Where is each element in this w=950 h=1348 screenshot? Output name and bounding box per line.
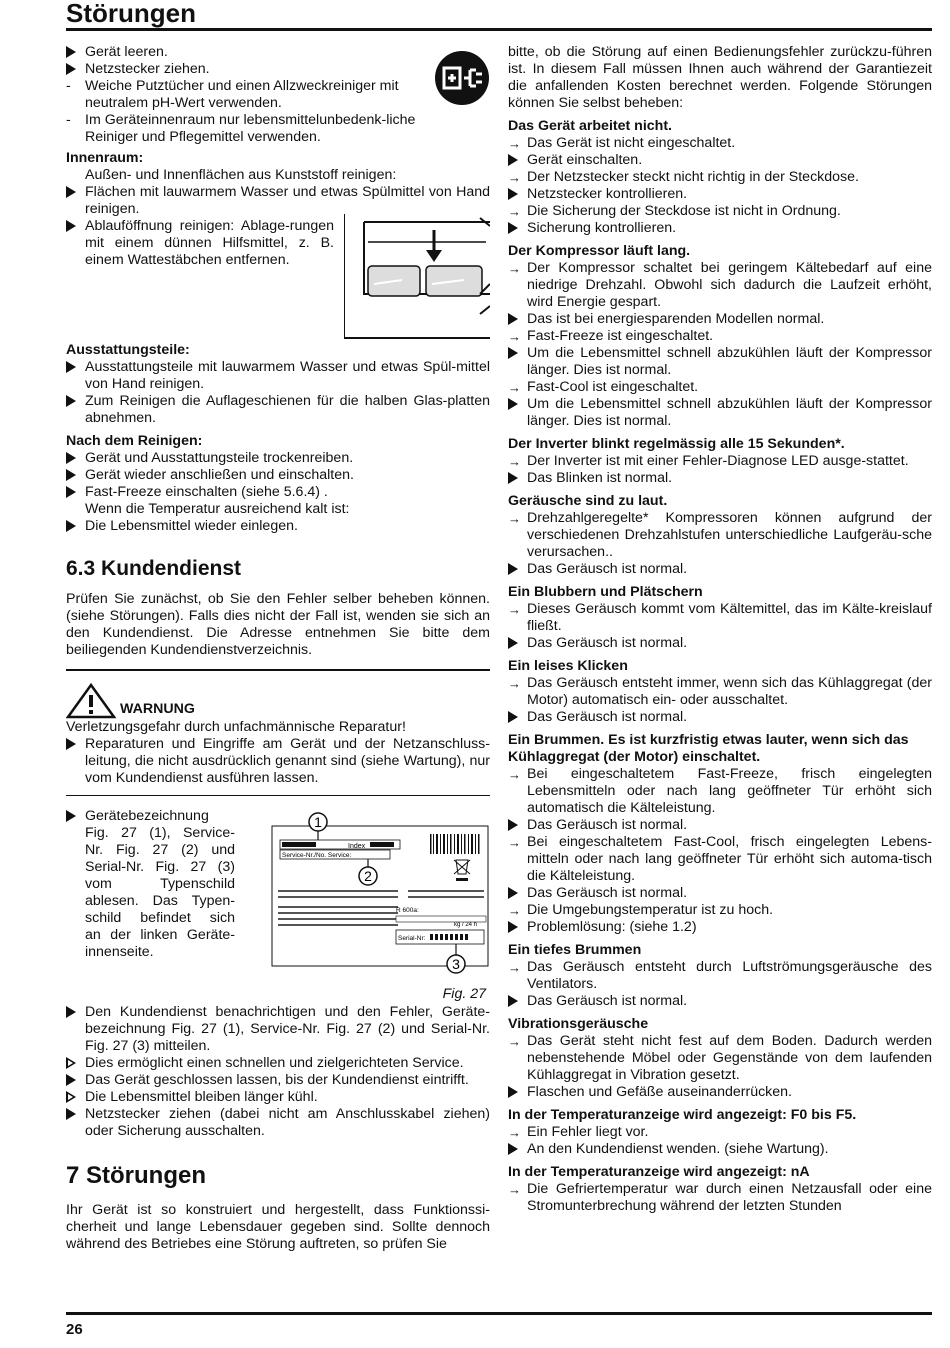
line-text: Flächen mit lauwarmem Wasser und etwas Spülmittel von Hand reinigen. xyxy=(85,184,490,217)
typeplate-step-line: Serial-Nr. Fig. 27 (3) xyxy=(85,859,235,875)
instruction-step xyxy=(508,561,932,578)
line-text: Die Lebensmittel bleiben länger kühl. xyxy=(85,1089,318,1105)
cause-line xyxy=(508,959,932,993)
typeplate-figure xyxy=(270,806,490,982)
step-arrow-icon xyxy=(508,1084,524,1103)
line-text: Das Geräusch ist normal. xyxy=(527,993,688,1009)
warning-text: Verletzungsgefahr durch unfachmännische Reparatur! xyxy=(66,718,406,735)
line-text: Gerät einschalten. xyxy=(527,152,643,168)
instruction-step xyxy=(508,152,932,169)
typeplate-step-line: innenseite. xyxy=(85,944,154,960)
instruction-step xyxy=(508,345,932,379)
plate-kg-label: kg / 24 h xyxy=(454,922,478,928)
line-text: Außen- und Innenflächen aus Kunststoff reinigen: xyxy=(85,167,397,183)
cause-arrow-icon: → xyxy=(508,1182,521,1197)
figure-caption: Fig. 27 xyxy=(442,986,486,1002)
line-text: Das Geräusch ist normal. xyxy=(527,709,688,725)
cause-line xyxy=(508,379,932,396)
cause-line xyxy=(508,675,932,709)
line-text: Sicherung kontrollieren. xyxy=(527,220,677,236)
step-arrow-icon xyxy=(508,396,524,415)
warning-header xyxy=(66,683,490,719)
line-text: Problemlösung: (siehe 1.2) xyxy=(527,919,697,935)
line-text: Dieses Geräusch kommt vom Kältemittel, das im Kälte-kreislauf fließt. xyxy=(527,601,932,634)
instruction-step xyxy=(508,919,932,936)
cause-line xyxy=(508,135,932,152)
dash-item xyxy=(66,78,426,112)
fault-heading: Das Gerät arbeitet nicht. xyxy=(508,118,672,134)
line-text: Wenn die Temperatur ausreichend kalt ist: xyxy=(85,501,350,517)
fault-heading: In der Temperaturanzeige wird angezeigt: nA xyxy=(508,1164,810,1180)
line-text: Flaschen und Gefäße auseinanderrücken. xyxy=(527,1084,792,1100)
line-text: Das Geräusch ist normal. xyxy=(527,561,688,577)
step-arrow-icon xyxy=(508,561,524,580)
cause-line xyxy=(508,453,932,470)
right-column xyxy=(508,44,932,1215)
cause-line xyxy=(508,1033,932,1084)
cause-arrow-icon: → xyxy=(508,1034,521,1049)
service-heading: 6.3 Kundendienst xyxy=(66,557,242,580)
instruction-step xyxy=(508,311,932,328)
plate-index-label: Index xyxy=(348,843,366,850)
line-text: Das Geräusch ist normal. xyxy=(527,817,688,833)
line-text: Die Sicherung der Steckdose ist nicht in Ordnung. xyxy=(527,203,841,219)
cause-arrow-icon: → xyxy=(508,903,521,918)
typeplate-step-line: ablesen. Das Typen- xyxy=(85,893,235,909)
line-text: Netzstecker ziehen. xyxy=(85,61,210,77)
fault-section xyxy=(508,732,932,936)
fault-heading: Ein leises Klicken xyxy=(508,658,628,674)
instruction-step xyxy=(66,393,490,427)
fault-section xyxy=(508,658,932,726)
fault-section xyxy=(508,942,932,1010)
interior-heading: Innenraum: xyxy=(66,150,144,166)
step-arrow-icon xyxy=(66,736,82,755)
fault-heading: Ein Blubbern und Plätschern xyxy=(508,584,703,600)
line-text: Gerät leeren. xyxy=(85,44,168,60)
fault-heading: Geräusche sind zu laut. xyxy=(508,493,668,509)
plain-line xyxy=(66,501,490,518)
instruction-step xyxy=(508,709,932,726)
instruction-step xyxy=(66,467,490,484)
cause-line xyxy=(508,766,932,817)
cause-arrow-icon: → xyxy=(508,960,521,975)
line-text: Das Blinken ist normal. xyxy=(527,470,673,486)
line-text: Den Kundendienst benachrichtigen und den Fehler, Geräte-bezeichnung Fig. 27 (1), Service-Nr. Fig. 27 (2) und Serial-Nr. Fig. 27 (3) mitteilen. xyxy=(85,1004,490,1054)
callout-2: 2 xyxy=(364,868,372,884)
step-arrow-icon xyxy=(508,470,524,489)
typeplate-step-line: schild befindet sich xyxy=(85,910,235,926)
cause-arrow-icon: → xyxy=(508,454,521,469)
typeplate-step-line: Nr. Fig. 27 (2) und xyxy=(85,842,235,858)
fault-heading: Vibrationsgeräusche xyxy=(508,1016,649,1032)
typeplate-step-line: Gerätebezeichnung xyxy=(85,808,209,824)
line-text: Die Umgebungstemperatur ist zu hoch. xyxy=(527,902,774,918)
line-text: Reparaturen und Eingriffe am Gerät und der Netzanschluss-leitung, die nicht ausdrücklich genannt sind (siehe Wartung), nur vom Kundendienst ausführen lassen. xyxy=(85,735,490,786)
faults-heading: 7 Störungen xyxy=(66,1162,207,1189)
line-text: Das Geräusch entsteht immer, wenn sich das Kühlaggregat (der Motor) automatisch ein- oder ausschaltet. xyxy=(527,675,932,708)
instruction-step xyxy=(66,359,490,393)
cause-line xyxy=(508,169,932,186)
fault-heading: In der Temperaturanzeige wird angezeigt: F0 bis F5. xyxy=(508,1107,857,1123)
dash-marker: - xyxy=(66,112,71,128)
cause-line xyxy=(508,1181,932,1215)
line-text: Der Netzstecker steckt nicht richtig in der Steckdose. xyxy=(527,169,859,185)
instruction-step xyxy=(66,518,490,535)
step-arrow-icon xyxy=(508,1141,524,1160)
line-text: Netzstecker kontrollieren. xyxy=(527,186,688,202)
instruction-step xyxy=(508,1141,932,1158)
line-text: Das ist bei energiesparenden Modellen normal. xyxy=(527,311,825,327)
accessories-heading: Ausstattungsteile: xyxy=(66,342,190,358)
faults-paragraph: Ihr Gerät ist so konstruiert und hergestellt, dass Funktionssi-cherheit und lange Lebensdauer gegeben sind. Sollte dennoch während des Betriebes eine Störung auftreten, so prüfen Sie xyxy=(66,1202,490,1252)
fault-section xyxy=(508,118,932,237)
fault-section xyxy=(508,1107,932,1158)
step-arrow-icon xyxy=(508,993,524,1012)
line-text: Fast-Cool ist eingeschaltet. xyxy=(527,379,699,395)
step-arrow-icon xyxy=(508,345,524,364)
step-arrow-icon xyxy=(508,709,524,728)
instruction-step xyxy=(66,1004,490,1055)
fault-heading: Der Inverter blinkt regelmässig alle 15 Sekunden*. xyxy=(508,436,845,452)
cause-arrow-icon: → xyxy=(508,170,521,185)
cleaning-intro xyxy=(66,44,490,146)
result-line xyxy=(66,1089,490,1106)
instruction-step xyxy=(66,736,490,787)
cause-line xyxy=(508,260,932,311)
fault-section xyxy=(508,436,932,487)
line-text: Ein Fehler liegt vor. xyxy=(527,1124,649,1140)
page-header xyxy=(66,0,932,30)
line-text: Um die Lebensmittel schnell abzukühlen läuft der Kompressor länger. Dies ist normal. xyxy=(527,345,932,378)
step-arrow-icon xyxy=(66,218,82,237)
warning-label: WARNUNG xyxy=(120,700,195,717)
step-arrow-icon xyxy=(508,220,524,239)
instruction-step xyxy=(508,470,932,487)
plate-r600-label: R 600a: xyxy=(396,907,419,914)
line-text: Um die Lebensmittel schnell abzukühlen läuft der Kompressor länger. Dies ist normal. xyxy=(527,396,932,429)
typeplate-step-line: vom Typenschild xyxy=(85,876,235,892)
page-footer xyxy=(66,1312,932,1338)
line-text: Gerät wieder anschließen und einschalten. xyxy=(85,467,354,483)
fault-section xyxy=(508,493,932,578)
line-text: Ausstattungsteile mit lauwarmem Wasser und etwas Spül-mittel von Hand reinigen. xyxy=(85,359,490,392)
typeplate-step xyxy=(66,808,235,961)
page-title: Störungen xyxy=(66,0,196,28)
line-text: Das Geräusch entsteht durch Luftströmungsgeräusche des Ventilators. xyxy=(527,959,932,992)
instruction-step xyxy=(508,396,932,430)
callout-1: 1 xyxy=(314,814,322,830)
instruction-step xyxy=(508,220,932,237)
line-text: Im Geräteinnenraum nur lebensmittelunbedenk-liche Reiniger und Pflegemittel verwenden. xyxy=(85,112,416,145)
cause-arrow-icon: → xyxy=(508,329,521,344)
warning-triangle-icon xyxy=(66,683,116,719)
dash-marker: - xyxy=(66,78,71,94)
instruction-step xyxy=(66,1106,490,1140)
instruction-step xyxy=(508,993,932,1010)
line-text: Die Gefriertemperatur war durch einen Netzausfall oder eine Stromunterbrechung während der letzten Stunden xyxy=(527,1181,932,1214)
instruction-step xyxy=(66,1072,490,1089)
step-arrow-icon xyxy=(508,919,524,938)
instruction-step xyxy=(508,817,932,834)
cause-arrow-icon: → xyxy=(508,136,521,151)
line-text: Dies ermöglicht einen schnellen und zielgerichteten Service. xyxy=(85,1055,464,1071)
line-text: Das Geräusch ist normal. xyxy=(527,635,688,651)
service-paragraph: Prüfen Sie zunächst, ob Sie den Fehler selber beheben können. (siehe Störungen). Falls dies nicht der Fall ist, wenden sie sich an den Kundendienst. Die Adresse entnehmen Sie bitte dem beiliegenden Kundendienstverzeichnis. xyxy=(66,591,490,658)
instruction-step xyxy=(508,186,932,203)
typeplate-step-line: Fig. 27 (1), Service- xyxy=(85,825,235,841)
cause-arrow-icon: → xyxy=(508,602,521,617)
line-text: Netzstecker ziehen (dabei nicht am Anschlusskabel ziehen) oder Sicherung ausschalten. xyxy=(85,1106,490,1139)
typeplate-step-line: an der linken Geräte- xyxy=(85,927,235,943)
plate-service-label: Service-Nr./No. Service: xyxy=(282,852,352,859)
cause-arrow-icon: → xyxy=(508,1125,521,1140)
cause-line xyxy=(508,834,932,885)
step-arrow-icon xyxy=(66,1106,82,1125)
header-rule xyxy=(66,28,932,31)
line-text: Die Lebensmittel wieder einlegen. xyxy=(85,518,298,534)
line-text: Der Inverter ist mit einer Fehler-Diagnose LED ausge-stattet. xyxy=(527,453,909,469)
line-text: Der Kompressor schaltet bei geringem Kältebedarf auf eine niedrige Drehzahl. Obwohl sich dadurch die Laufzeit erhöht, wird Energie gespart. xyxy=(527,260,932,310)
fault-heading: Ein tiefes Brummen xyxy=(508,942,642,958)
fault-section xyxy=(508,584,932,652)
instruction-step xyxy=(508,635,932,652)
line-text: Das Geräusch ist normal. xyxy=(527,885,688,901)
instruction-step xyxy=(508,1084,932,1101)
fault-heading: Der Kompressor läuft lang. xyxy=(508,243,691,259)
instruction-step xyxy=(66,184,490,218)
cause-arrow-icon: → xyxy=(508,676,521,691)
line-text: Fast-Freeze einschalten (siehe 5.6.4) . xyxy=(85,484,328,500)
footer-rule xyxy=(66,1312,932,1315)
unplug-icon xyxy=(434,50,490,106)
section-rule xyxy=(66,669,490,671)
after-cleaning-heading: Nach dem Reinigen: xyxy=(66,433,203,449)
typeplate-block xyxy=(66,808,490,1004)
result-line xyxy=(66,1055,490,1072)
cause-arrow-icon: → xyxy=(508,261,521,276)
fault-section xyxy=(508,1016,932,1101)
step-arrow-icon xyxy=(66,1004,82,1023)
fault-section xyxy=(508,243,932,430)
instruction-step xyxy=(66,484,490,501)
step-arrow-icon xyxy=(66,518,82,537)
cause-line xyxy=(508,1124,932,1141)
plain-line xyxy=(66,167,490,184)
instruction-step xyxy=(66,450,490,467)
cause-line xyxy=(508,328,932,345)
line-text: An den Kundendienst wenden. (siehe Wartung). xyxy=(527,1141,829,1157)
step-arrow-icon xyxy=(66,184,82,203)
cause-line xyxy=(508,902,932,919)
callout-3: 3 xyxy=(452,956,460,972)
page-number: 26 xyxy=(66,1321,83,1338)
instruction-step xyxy=(66,218,334,269)
cause-line xyxy=(508,601,932,635)
step-arrow-icon xyxy=(66,393,82,412)
line-text: Fast-Freeze ist eingeschaltet. xyxy=(527,328,714,344)
line-text: Bei eingeschaltetem Fast-Freeze, frisch eingelegten Lebensmitteln oder nach lang geöffneter Tür erhöht sich automatisch die Kälteleistung. xyxy=(527,766,932,816)
line-text: Gerät und Ausstattungsteile trockenreiben. xyxy=(85,450,354,466)
line-text: Das Gerät ist nicht eingeschaltet. xyxy=(527,135,736,151)
line-text: Das Gerät steht nicht fest auf dem Boden. Dadurch werden nebenstehende Möbel oder Gegenstände von dem laufenden Kühlaggregat in Vibration gesetzt. xyxy=(527,1033,932,1083)
fault-section xyxy=(508,1164,932,1215)
line-text: Bei eingeschaltetem Fast-Cool, frisch eingelegten Lebens-mitteln oder nach lang geöffneter Tür erhöht sich automa-tisch die Kälteleistung. xyxy=(527,834,932,884)
drain-illustration xyxy=(344,214,490,342)
step-arrow-icon xyxy=(66,359,82,378)
left-column xyxy=(66,44,490,1253)
cause-arrow-icon: → xyxy=(508,767,521,782)
plate-serial-label: Serial-Nr: xyxy=(398,935,426,942)
cause-arrow-icon: → xyxy=(508,380,521,395)
line-text: Das Gerät geschlossen lassen, bis der Kundendienst eintrifft. xyxy=(85,1072,469,1088)
fault-heading: Ein Brummen. Es ist kurzfristig etwas lauter, wenn sich das Kühlaggregat (der Motor) einschaltet. xyxy=(508,732,909,765)
instruction-step xyxy=(508,885,932,902)
line-text: Ablauföffnung reinigen: Ablage-rungen mit einem dünnen Hilfsmittel, z. B. einem Wattestäbchen entfernen. xyxy=(85,218,334,268)
instruction-step xyxy=(66,44,426,61)
cause-arrow-icon: → xyxy=(508,511,521,526)
dash-item xyxy=(66,112,426,146)
faults-intro: bitte, ob die Störung auf einen Bedienungsfehler zurückzu-führen ist. In diesem Fall müssen Ihnen auch während der Garantiezeit die anfallenden Kosten berechnet werden. Folgende Störungen können Sie selbst beheben: xyxy=(508,44,932,111)
line-text: Drehzahlgeregelte* Kompressoren können aufgrund der verschiedenen Drehzahlstufen unterschiedliche Laufgeräu-sche verursachen.. xyxy=(527,510,932,560)
cause-line xyxy=(508,510,932,561)
step-arrow-icon xyxy=(508,635,524,654)
line-text: Zum Reinigen die Auflageschienen für die halben Glas-platten abnehmen. xyxy=(85,393,490,426)
cause-line xyxy=(508,203,932,220)
line-text: Weiche Putztücher und einen Allzweckreiniger mit neutralem pH-Wert verwenden. xyxy=(85,78,399,111)
cause-arrow-icon: → xyxy=(508,835,521,850)
cause-arrow-icon: → xyxy=(508,204,521,219)
section-rule-2 xyxy=(66,795,490,797)
instruction-step xyxy=(66,61,426,78)
